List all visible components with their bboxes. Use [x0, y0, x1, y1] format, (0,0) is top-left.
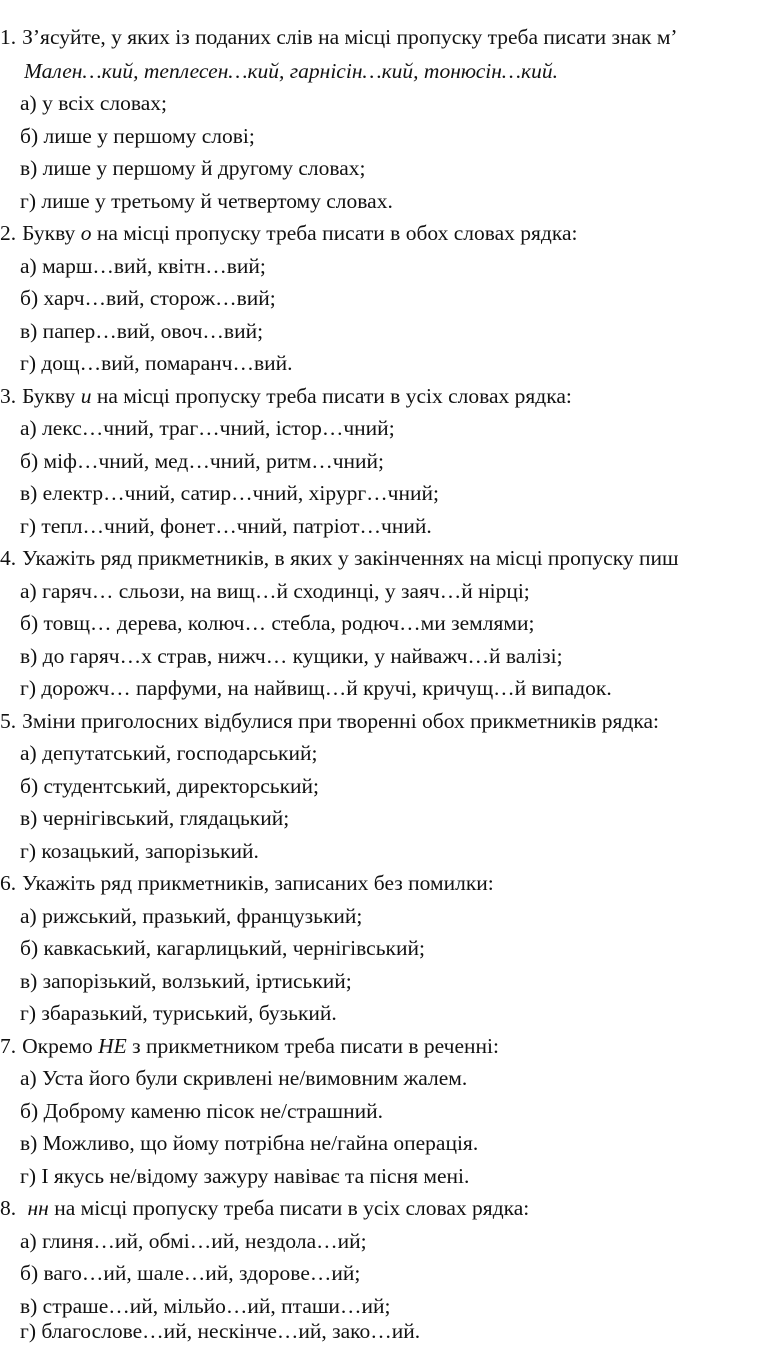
question-6-option-b: б) кавкаський, кагарлицький, чернігівський;	[20, 936, 425, 960]
question-1-words: Мален…кий, теплесен…кий, гарнісін…кий, тонюсін…кий.	[24, 59, 558, 83]
question-1-option-c: в) лише у першому й другому словах;	[20, 156, 366, 180]
question-3-option-b: б) міф…чний, мед…чний, ритм…чний;	[20, 449, 385, 473]
question-5-option-b: б) студентський, директорський;	[20, 774, 320, 798]
question-6-option-a: а) рижський, празький, французький;	[20, 904, 363, 928]
question-3-option-c: в) електр…чний, сатир…чний, хірург…чний;	[20, 481, 439, 505]
question-4-option-d: г) дорожч… парфуми, на найвищ…й кручі, кричущ…й випадок.	[20, 676, 612, 700]
question-6-option-c: в) запорізький, волзький, іртиський;	[20, 969, 352, 993]
question-8-option-c: в) страше…ий, мільйо…ий, пташи…ий;	[20, 1294, 391, 1318]
question-2-option-b: б) харч…вий, сторож…вий;	[20, 286, 276, 310]
question-5-option-a: а) депутатський, господарський;	[20, 741, 318, 765]
question-1-option-a: а) у всіх словах;	[20, 91, 168, 115]
question-6-option-d: г) збаразький, туриський, бузький.	[20, 1001, 337, 1025]
question-7-option-a: а) Уста його були скривлені не/вимовним жалем.	[20, 1066, 468, 1090]
question-1-option-d: г) лише у третьому й четвертому словах.	[20, 189, 393, 213]
question-4-option-b: б) товщ… дерева, колюч… стебла, родюч…ми землями;	[20, 611, 535, 635]
question-8-option-a: а) глиня…ий, обмі…ий, нездола…ий;	[20, 1229, 367, 1253]
question-5-prompt: 5. Зміни приголосних відбулися при творенні обох прикметників рядка:	[0, 709, 659, 733]
question-3-option-d: г) тепл…чний, фонет…чний, патріот…чний.	[20, 514, 432, 538]
question-4-option-c: в) до гаряч…х страв, нижч… кущики, у найважч…й валізі;	[20, 644, 563, 668]
question-5-option-c: в) чернігівський, глядацький;	[20, 806, 290, 830]
question-3-prompt: 3. Букву и на місці пропуску треба писати в усіх словах рядка:	[0, 384, 572, 408]
question-7-option-b: б) Доброму каменю пісок не/страшний.	[20, 1099, 383, 1123]
question-7-option-d: г) І якусь не/відому зажуру навіває та пісня мені.	[20, 1164, 470, 1188]
question-8-option-b: б) ваго…ий, шале…ий, здорове…ий;	[20, 1261, 361, 1285]
question-8-option-d: г) благослове…ий, нескінче…ий, зако…ий.	[20, 1319, 421, 1343]
question-6-prompt: 6. Укажіть ряд прикметників, записаних без помилки:	[0, 871, 494, 895]
question-4-prompt: 4. Укажіть ряд прикметників, в яких у закінченнях на місці пропуску пиш	[0, 546, 679, 570]
question-7-option-c: в) Можливо, що йому потрібна не/гайна операція.	[20, 1131, 479, 1155]
question-1-prompt: 1. З’ясуйте, у яких із поданих слів на місці пропуску треба писати знак м’	[0, 25, 678, 49]
question-2-option-c: в) папер…вий, овоч…вий;	[20, 319, 264, 343]
question-2-option-a: а) марш…вий, квітн…вий;	[20, 254, 266, 278]
question-4-option-a: а) гаряч… сльози, на вищ…й сходинці, у заяч…й нірці;	[20, 579, 530, 603]
question-1-option-b: б) лише у першому слові;	[20, 124, 255, 148]
question-2-option-d: г) дощ…вий, помаранч…вий.	[20, 351, 293, 375]
question-8-prompt: 8. нн на місці пропуску треба писати в усіх словах рядка:	[0, 1196, 530, 1220]
question-7-prompt: 7. Окремо НЕ з прикметником треба писати в реченні:	[0, 1034, 499, 1058]
question-3-option-a: а) лекс…чний, траг…чний, істор…чний;	[20, 416, 395, 440]
question-2-prompt: 2. Букву о на місці пропуску треба писати в обох словах рядка:	[0, 221, 578, 245]
question-5-option-d: г) козацький, запорізький.	[20, 839, 259, 863]
